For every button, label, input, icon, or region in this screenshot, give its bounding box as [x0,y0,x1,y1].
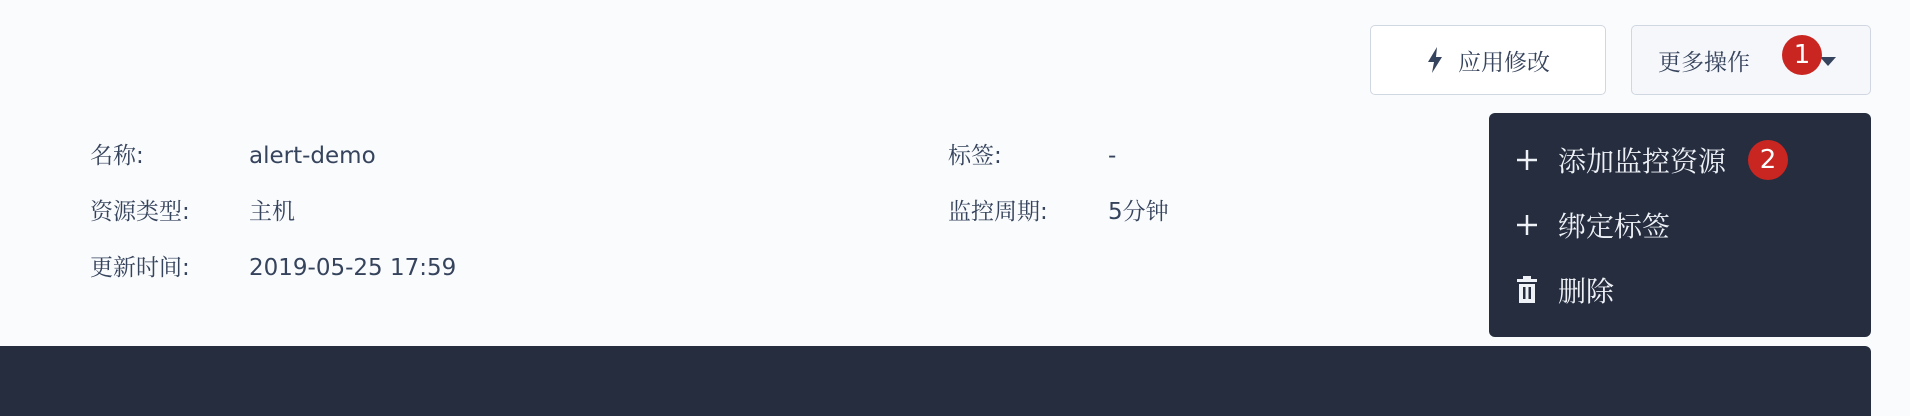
more-actions-label: 更多操作 [1658,49,1750,76]
apply-changes-button[interactable] [1370,25,1606,95]
monitor-period-value: 5分钟 [1108,199,1169,225]
resource-type-label: 资源类型: [90,199,190,225]
dark-content-panel [0,346,1871,416]
name-label: 名称: [90,143,144,169]
name-value: alert-demo [249,143,376,169]
monitor-period-label: 监控周期: [948,199,1048,225]
tags-value: - [1108,143,1117,169]
update-time-value: 2019-05-25 17:59 [249,255,457,281]
apply-changes-label: 应用修改 [1458,49,1550,76]
trash-icon [1513,276,1541,304]
more-actions-button[interactable] [1631,25,1871,95]
resource-type-value: 主机 [249,199,295,225]
update-time-label: 更新时间: [90,255,190,281]
tags-label: 标签: [948,143,1002,169]
caret-down-icon [1820,57,1836,66]
menu-item-bind-tags[interactable] [1489,199,1871,251]
step-badge-2: 2 [1748,140,1788,180]
plus-icon [1513,146,1541,174]
menu-item-delete[interactable] [1489,264,1871,316]
lightning-icon [1426,46,1444,74]
plus-icon [1513,211,1541,239]
menu-item-label: 删除 [1558,275,1615,308]
menu-item-add-monitor-resource[interactable] [1489,134,1871,186]
more-actions-dropdown [1489,113,1871,337]
menu-item-label: 添加监控资源 [1558,145,1727,178]
step-badge-1: 1 [1782,35,1822,75]
menu-item-label: 绑定标签 [1558,210,1671,243]
